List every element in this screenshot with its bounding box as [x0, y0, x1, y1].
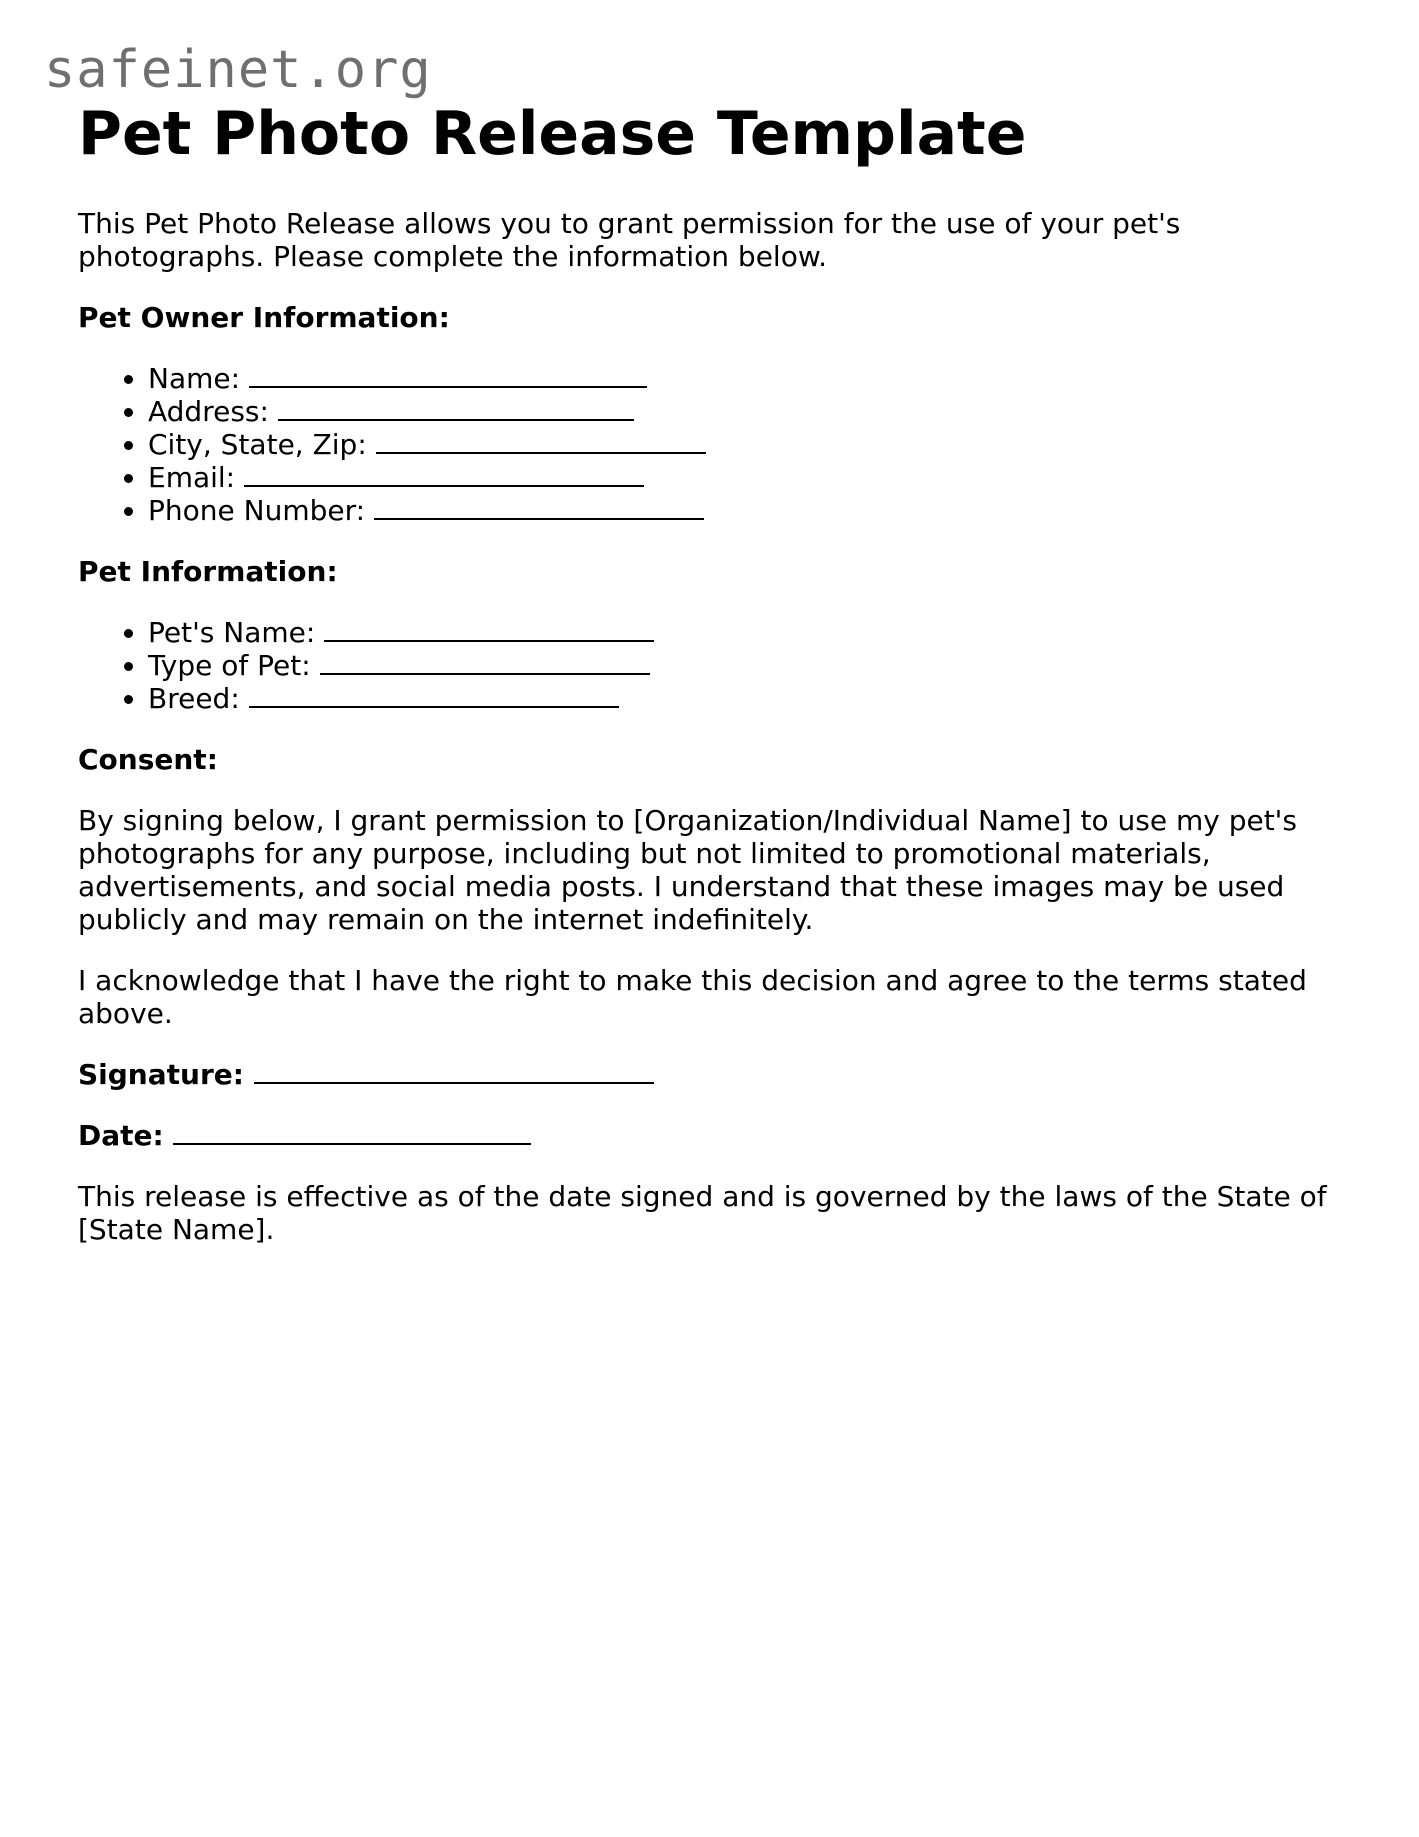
breed-blank-line[interactable] — [249, 682, 619, 708]
pet-section-heading: Pet Information: — [78, 555, 338, 588]
intro-paragraph: This Pet Photo Release allows you to grant permission for the use of your pet's photographs. Please complete the information below. — [78, 207, 1181, 273]
pet-name-blank-line[interactable] — [324, 616, 654, 642]
consent-paragraph: By signing below, I grant permission to [Organization/Individual Name] to use my pet's photographs for any purpose, including but not limited to promotional materials, advertisements, and social media posts. I understand that these images may be used publicly and may remain on the internet indefinitely. — [78, 804, 1297, 936]
field-label: Breed: — [148, 682, 240, 715]
acknowledgement-paragraph: I acknowledge that I have the right to make this decision and agree to the terms stated above. — [78, 964, 1307, 1030]
owner-field-city-state-zip — [148, 428, 1338, 461]
field-label: Address: — [148, 395, 269, 428]
pet-field-breed — [148, 682, 1338, 715]
pet-field-type — [148, 649, 1338, 682]
owner-field-phone — [148, 494, 1338, 527]
owner-section-heading: Pet Owner Information: — [78, 301, 450, 334]
closing-paragraph: This release is effective as of the date signed and is governed by the laws of the State of [State Name]. — [78, 1180, 1327, 1246]
field-label: Name: — [148, 362, 241, 395]
field-label: City, State, Zip: — [148, 428, 367, 461]
signature-blank-line[interactable] — [254, 1058, 654, 1084]
owner-fields-list — [78, 362, 1338, 527]
field-label: Phone Number: — [148, 494, 366, 527]
date-blank-line[interactable] — [173, 1119, 531, 1145]
city-state-zip-blank-line[interactable] — [376, 428, 706, 454]
field-label: Email: — [148, 461, 236, 494]
consent-heading: Consent: — [78, 743, 218, 776]
document-page — [78, 100, 1338, 1246]
phone-blank-line[interactable] — [374, 494, 704, 520]
field-label: Pet's Name: — [148, 616, 316, 649]
owner-field-address — [148, 395, 1338, 428]
watermark: safeinet.org — [44, 40, 432, 100]
pet-field-name — [148, 616, 1338, 649]
signature-label: Signature: — [78, 1058, 244, 1091]
field-label: Type of Pet: — [148, 649, 311, 682]
date-label: Date: — [78, 1119, 164, 1152]
signature-row — [78, 1058, 1338, 1091]
page-title: Pet Photo Release Template — [78, 99, 1027, 169]
owner-field-name — [148, 362, 1338, 395]
owner-field-email — [148, 461, 1338, 494]
address-blank-line[interactable] — [278, 395, 634, 421]
email-blank-line[interactable] — [244, 461, 644, 487]
pet-type-blank-line[interactable] — [320, 649, 650, 675]
pet-fields-list — [78, 616, 1338, 715]
name-blank-line[interactable] — [249, 362, 647, 388]
date-row — [78, 1119, 1338, 1152]
